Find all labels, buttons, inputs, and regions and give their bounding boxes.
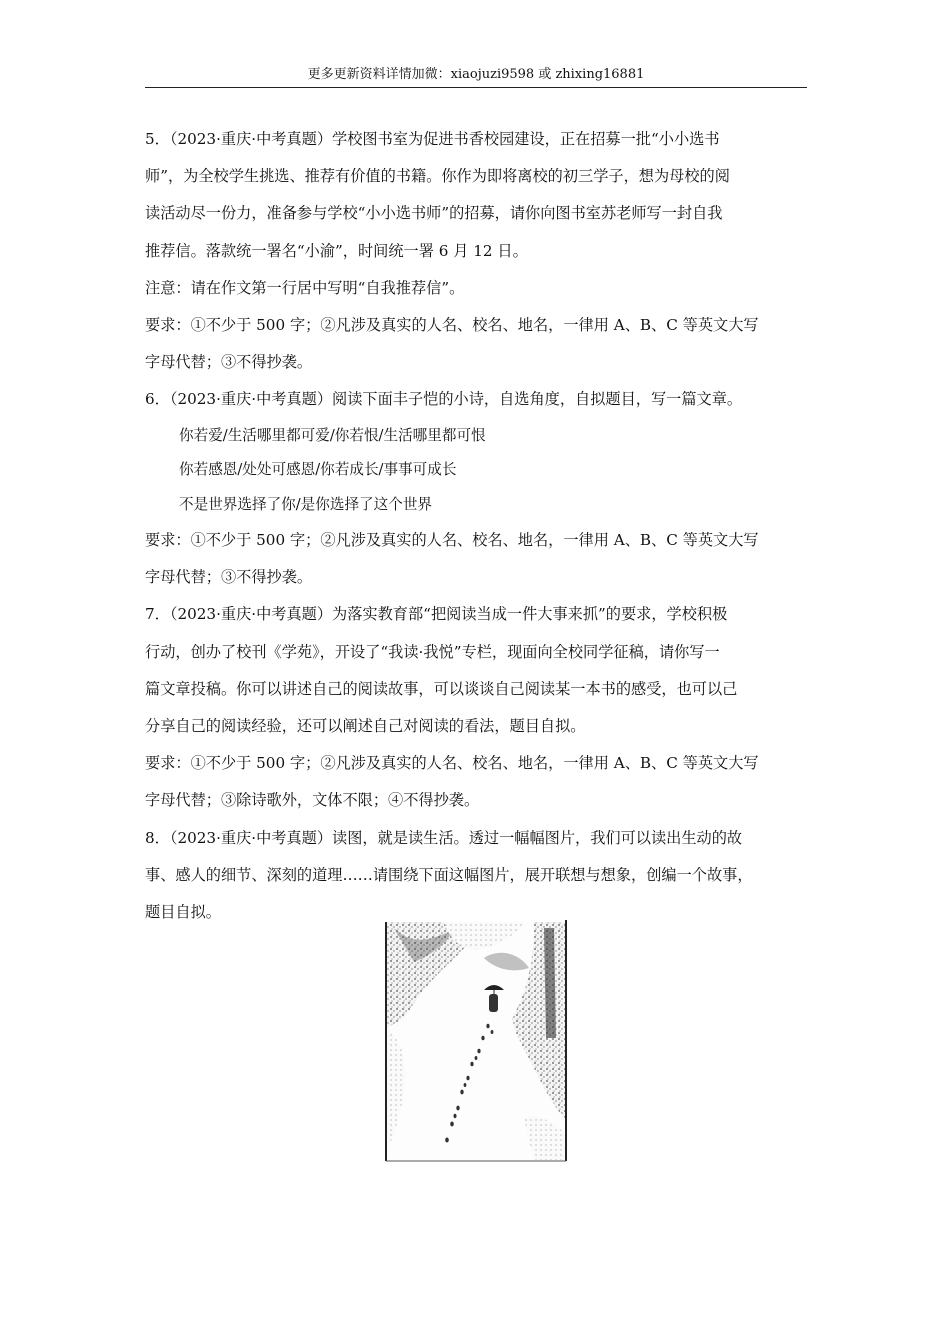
text-line: 6．（2023·重庆·中考真题）阅读下面丰子恺的小诗，自选角度，自拟题目，写一篇文章。 <box>145 390 743 409</box>
text-line: 要求：①不少于 500 字；②凡涉及真实的人名、校名、地名，一律用 A、B、C 等英文大写 <box>145 315 759 334</box>
text-line: 字母代替；③不得抄袭。 <box>145 353 313 372</box>
page-header: 更多更新资料详情加微：xiaojuzi9598 或 zhixing16881 <box>307 67 645 82</box>
header-rule <box>145 87 807 88</box>
text-line: 注意：请在作文第一行居中写明“自我推荐信”。 <box>145 278 465 297</box>
text-line: 字母代替；③除诗歌外，文体不限；④不得抄袭。 <box>145 791 480 810</box>
text-line: 要求：①不少于 500 字；②凡涉及真实的人名、校名、地名，一律用 A、B、C 等英文大写 <box>145 754 759 773</box>
text-line: 题目自拟。 <box>145 902 221 921</box>
poem-line: 你若感恩/处处可感恩/你若成长/事事可成长 <box>179 461 457 478</box>
text-line: 分享自己的阅读经验，还可以阐述自己对阅读的看法，题目自拟。 <box>145 716 586 735</box>
text-line: 字母代替；③不得抄袭。 <box>145 568 313 587</box>
text-line: 要求：①不少于 500 字；②凡涉及真实的人名、校名、地名，一律用 A、B、C 等英文大写 <box>145 531 759 549</box>
text-line: 5．（2023·重庆·中考真题）学校图书室为促进书香校园建设，正在招募一批“小小选书 <box>145 130 720 148</box>
poem-line: 不是世界选择了你/是你选择了这个世界 <box>179 495 433 513</box>
text-line: 篇文章投稿。你可以讲述自己的阅读故事，可以谈谈自己阅读某一本书的感受，也可以己 <box>145 679 738 698</box>
text-line: 行动，创办了校刊《学苑》，开设了“我读·我悦”专栏，现面向全校同学征稿，请你写一 <box>145 642 720 661</box>
text-line: 8．（2023·重庆·中考真题）读图，就是读生活。透过一幅幅图片，我们可以读出生动的故 <box>145 828 743 847</box>
text-line: 7．（2023·重庆·中考真题）为落实教育部“把阅读当成一件大事来抓”的要求，学校积极 <box>145 605 728 624</box>
text-line: 师”，为全校学生挑选、推荐有价值的书籍。你作为即将离校的初三学子，想为母校的阅 <box>145 167 730 186</box>
document-body <box>145 121 807 931</box>
poem-line: 你若爱/生活哪里都可爱/你若恨/生活哪里都可恨 <box>179 426 486 444</box>
text-line: 事、感人的细节、深刻的道理……请围绕下面这幅图片，展开联想与想象，创编一个故事， <box>145 865 753 884</box>
text-line: 推荐信。落款统一署名“小渝”，时间统一署 6 月 12 日。 <box>145 241 528 260</box>
snowy-path-illustration <box>384 918 568 1163</box>
text-line: 读活动尽一份力，准备参与学校“小小选书师”的招募，请你向图书室苏老师写一封自我 <box>145 204 723 223</box>
